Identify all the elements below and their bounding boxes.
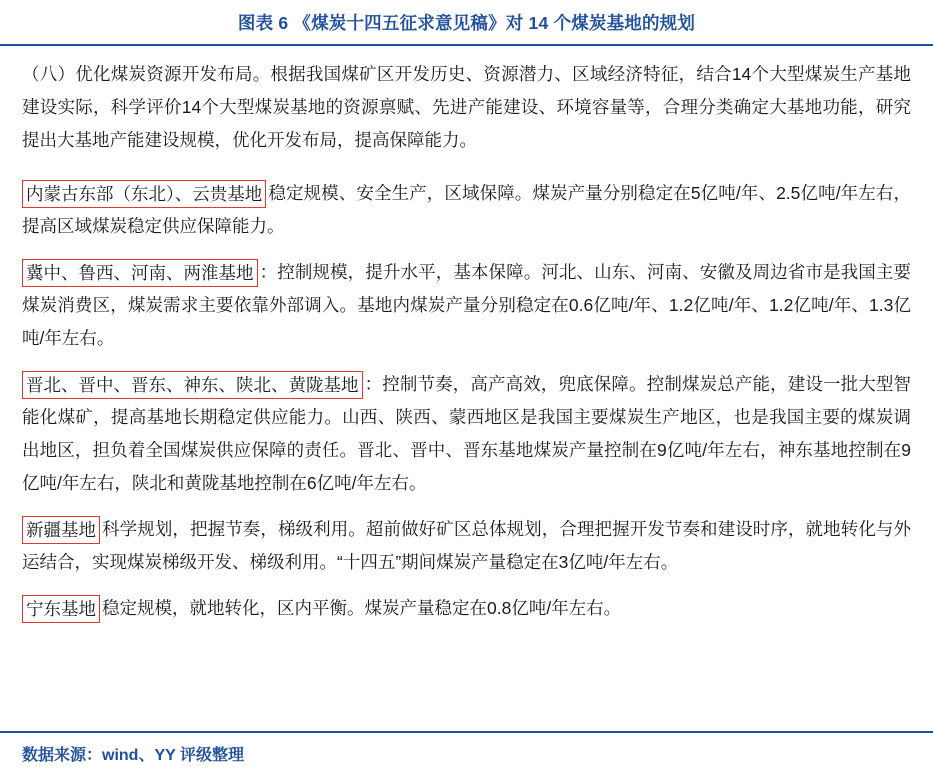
highlight-label-jizhong: 冀中、鲁西、河南、两淮基地 — [22, 259, 258, 287]
source-text: 数据来源：wind、YY 评级整理 — [22, 747, 244, 764]
source-footer — [0, 731, 933, 773]
paragraph-neimenggu-text: 稳定规模、安全生产，区域保障。煤炭产量分别稳定在5亿吨/年、2.5亿吨/年左右，提高区域煤炭稳定供应保障能力。 — [22, 183, 911, 236]
paragraph-jinbei-text: ：控制节奏，高产高效，兜底保障。控制煤炭总产能，建设一批大型智能化煤矿，提高基地长期稳定供应能力。山西、陕西、蒙西地区是我国主要煤炭生产地区，也是我国主要的煤炭调出地区，担负着全国煤炭供应保障的责任。晋北、晋中、晋东基地煤炭产量控制在9亿吨/年左右，神东基地控制在9亿吨/年左右，陕北和黄陇基地控制在6亿吨/年左右。 — [22, 374, 911, 493]
page-title: 图表 6 《煤炭十四五征求意见稿》对 14 个煤炭基地的规划 — [237, 13, 696, 33]
paragraph-ningdong — [22, 592, 911, 625]
highlight-label-neimenggu: 内蒙古东部（东北）、云贵基地 — [22, 180, 266, 208]
paragraph-xinjiang — [22, 513, 911, 579]
paragraph-xinjiang-text: 科学规划，把握节奏，梯级利用。超前做好矿区总体规划，合理把握开发节奏和建设时序，就地转化与外运结合，实现煤炭梯级开发、梯级利用。“十四五”期间煤炭产量稳定在3亿吨/年左右。 — [22, 519, 911, 572]
paragraph-jizhong — [22, 256, 911, 355]
document-body — [0, 46, 933, 731]
paragraph-jizhong-text: ：控制规模，提升水平，基本保障。河北、山东、河南、安徽及周边省市是我国主要煤炭消费区，煤炭需求主要依靠外部调入。基地内煤炭产量分别稳定在0.6亿吨/年、1.2亿吨/年、1.2亿吨/年、1.3亿吨/年左右。 — [22, 262, 911, 348]
highlight-label-xinjiang: 新疆基地 — [22, 516, 100, 544]
paragraph-ningdong-text: 稳定规模，就地转化，区内平衡。煤炭产量稳定在0.8亿吨/年左右。 — [102, 598, 622, 618]
highlight-label-ningdong: 宁东基地 — [22, 595, 100, 623]
paragraph-neimenggu — [22, 177, 911, 243]
chart-title-bar — [0, 0, 933, 46]
paragraph-intro — [22, 58, 911, 157]
paragraph-jinbei — [22, 368, 911, 500]
highlight-label-jinbei: 晋北、晋中、晋东、神东、陕北、黄陇基地 — [22, 371, 363, 399]
paragraph-intro-text: （八）优化煤炭资源开发布局。根据我国煤矿区开发历史、资源潜力、区域经济特征，结合14个大型煤炭生产基地建设实际，科学评价14个大型煤炭基地的资源禀赋、先进产能建设、环境容量等，合理分类确定大基地功能，研究提出大基地产能建设规模，优化开发布局，提高保障能力。 — [22, 64, 911, 150]
